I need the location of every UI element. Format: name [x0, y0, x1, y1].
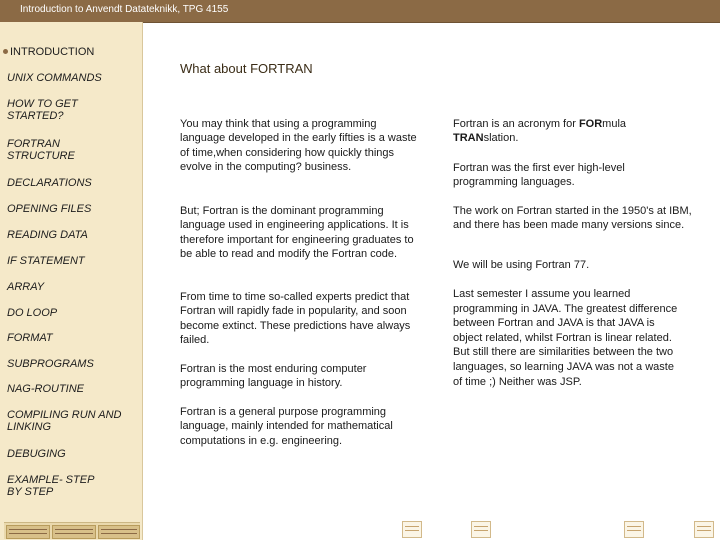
- left-paragraph: From time to time so-called experts predict that Fortran will rapidly fade in popularity, and soon become extinct. These predictions have always failed.: [180, 291, 411, 347]
- title-bar: [0, 0, 720, 23]
- logo-badge: [52, 525, 96, 539]
- sidebar-item-introduction[interactable]: [3, 46, 131, 58]
- sidebar-item-do-loop[interactable]: DO LOOP: [7, 307, 58, 319]
- right-paragraph: We will be using Fortran 77.: [453, 259, 590, 271]
- sidebar-item-format[interactable]: FORMAT: [7, 332, 53, 344]
- sidebar-item-if-statement[interactable]: IF STATEMENT: [7, 255, 85, 267]
- sidebar-item-how-to-get-started[interactable]: HOW TO GET STARTED?: [7, 98, 78, 122]
- left-paragraph: Fortran is the most enduring computer programming language in history.: [180, 363, 367, 390]
- sidebar-item-example-step-by-step[interactable]: EXAMPLE- STEP BY STEP: [7, 474, 95, 498]
- footer-logo-strip: [4, 522, 140, 539]
- fortran-acronym-paragraph: [453, 117, 673, 146]
- sidebar-item-opening-files[interactable]: OPENING FILES: [7, 203, 92, 215]
- right-paragraph: Last semester I assume you learned programming in JAVA. The greatest difference between Fortran and JAVA is that JAVA is object related, whilst Fortran is linear related. But still there are similarities between the two languages, so learning JAVA was not a waste of time ;) Neither was JSP.: [453, 288, 678, 388]
- slide-title: What about FORTRAN: [180, 61, 313, 76]
- logo-badge: [6, 525, 50, 539]
- sidebar-item-array[interactable]: ARRAY: [7, 281, 45, 293]
- right-paragraph: The work on Fortran started in the 1950's at IBM, and there has been made many versions since.: [453, 205, 692, 232]
- left-paragraph: Fortran is a general purpose programming language, mainly intended for mathematical computations in e.g. engineering.: [180, 406, 393, 447]
- acronym-tran-rest: slation.: [483, 132, 519, 145]
- sidebar: [0, 22, 142, 540]
- sidebar-item-label: INTRODUCTION: [10, 46, 95, 58]
- sidebar-divider: [142, 22, 143, 540]
- sidebar-item-unix-commands[interactable]: UNIX COMMANDS: [7, 72, 102, 84]
- decoration-mark: [402, 521, 422, 538]
- right-paragraph: Fortran was the first ever high-level programming languages.: [453, 162, 625, 189]
- sidebar-item-nag-routine[interactable]: NAG-ROUTINE: [7, 383, 84, 395]
- left-paragraph: But; Fortran is the dominant programming language used in engineering applications. It is therefore important for engineering graduates to be able to read and modify the Fortran code.: [180, 205, 414, 261]
- sidebar-item-debuging[interactable]: DEBUGING: [7, 448, 66, 460]
- acronym-prefix: Fortran is an acronym for: [453, 118, 579, 130]
- sidebar-item-fortran-structure[interactable]: FORTRAN STRUCTURE: [7, 138, 75, 162]
- sidebar-item-subprograms[interactable]: SUBPROGRAMS: [7, 358, 94, 370]
- acronym-for-rest: mula: [602, 118, 627, 130]
- presentation-title: Introduction to Anvendt Datateknikk, TPG 4155: [20, 4, 229, 15]
- bullet-icon: [3, 49, 8, 54]
- acronym-tran-bold: TRAN: [453, 132, 484, 145]
- sidebar-item-reading-data[interactable]: READING DATA: [7, 229, 88, 241]
- decoration-mark: [694, 521, 714, 538]
- logo-badge: [98, 525, 140, 539]
- decoration-mark: [624, 521, 644, 538]
- sidebar-item-compiling-run-and-linking[interactable]: COMPILING RUN AND LINKING: [7, 409, 122, 433]
- acronym-for-bold: FOR: [578, 118, 603, 130]
- sidebar-item-declarations[interactable]: DECLARATIONS: [7, 177, 92, 189]
- left-paragraph: You may think that using a programming language developed in the early fifties is a waste of time,when considering how quickly things evolve in the computing? business.: [180, 118, 417, 174]
- decoration-mark: [471, 521, 491, 538]
